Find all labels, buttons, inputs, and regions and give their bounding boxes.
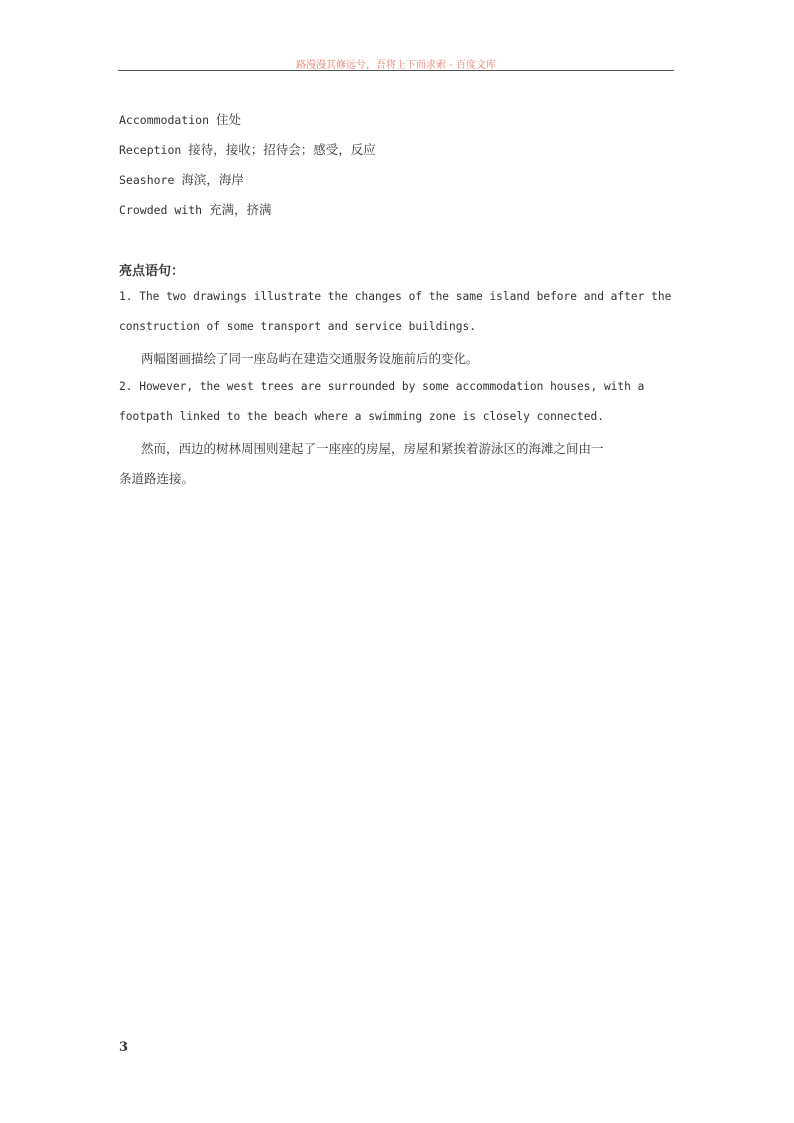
section-heading: 亮点语句：: [119, 264, 185, 279]
header-divider: [118, 70, 674, 71]
vocab-meaning: 充满，挤满: [209, 202, 272, 217]
vocab-meaning: 海滨，海岸: [181, 172, 244, 187]
sentence-2-en-line-2: footpath linked to the beach where a swimming zone is closely connected.: [119, 410, 604, 423]
vocab-item: [119, 170, 244, 188]
sentence-2-cn-line-1: 然而，西边的树林周围则建起了一座座的房屋，房屋和紧挨着游泳区的海滩之间由一: [141, 441, 604, 456]
vocab-item: [119, 200, 272, 218]
vocab-term: Accommodation: [119, 113, 210, 127]
sentence-2-cn-line-2: 条道路连接。: [119, 471, 195, 486]
vocab-term: Reception: [119, 143, 182, 157]
vocab-term: Seashore: [119, 173, 175, 187]
sentence-1-en-line-1: 1. The two drawings illustrate the changes of the same island before and after the: [119, 290, 672, 303]
vocab-item: [119, 140, 376, 158]
page-number: 3: [119, 1040, 129, 1055]
sentence-1-cn: 两幅图画描绘了同一座岛屿在建造交通服务设施前后的变化。: [141, 351, 479, 366]
header-watermark: 路漫漫其修远兮，吾将上下而求索 - 百度文库: [296, 60, 496, 71]
vocab-term: Crowded with: [119, 203, 203, 217]
vocab-item: [119, 110, 241, 128]
sentence-1-en-line-2: construction of some transport and service buildings.: [119, 320, 476, 333]
vocab-meaning: 住处: [215, 112, 241, 127]
vocab-meaning: 接待，接收；招待会；感受，反应: [188, 142, 376, 157]
sentence-2-en-line-1: 2. However, the west trees are surrounded by some accommodation houses, with a: [119, 380, 645, 393]
